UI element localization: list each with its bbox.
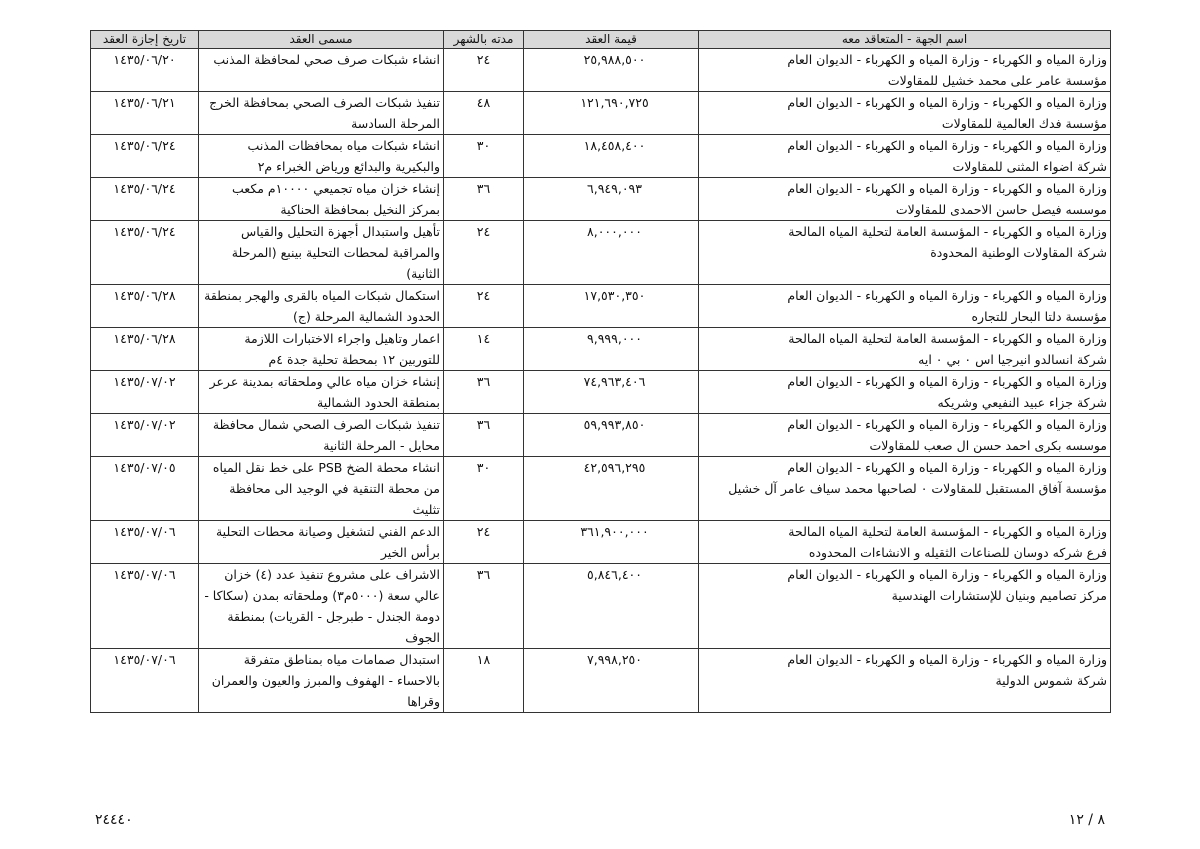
- table-body: [91, 49, 1111, 713]
- table-row: [91, 371, 1111, 414]
- cell-contract-name: الاشراف على مشروع تنفيذ عدد (٤) خزان عالي سعة (٥٠٠٠م٣) وملحقاته بمدن (سكاكا - دومة الجندل - طبرجل - القريات) بمنطقة الجوف: [199, 564, 444, 649]
- table-header-row: [91, 31, 1111, 49]
- cell-entity: [699, 328, 1111, 371]
- cell-contract-name: اعمار وتاهيل واجراء الاختبارات اللازمة للتوربين ١٢ بمحطة تحلية جدة ٤م: [199, 328, 444, 371]
- cell-duration: ١٤: [444, 328, 524, 371]
- cell-duration: ٢٤: [444, 221, 524, 285]
- table-row: [91, 414, 1111, 457]
- table-row: [91, 135, 1111, 178]
- cell-duration: ١٨: [444, 649, 524, 713]
- cell-entity: [699, 521, 1111, 564]
- entity-contractor: مؤسسة فدك العالمية للمقاولات: [941, 116, 1107, 131]
- entity-contractor: مركز تصاميم وبنيان للإستشارات الهندسية: [891, 588, 1107, 603]
- entity-ministry: وزارة المياه و الكهرباء - وزارة المياه و الكهرباء - الديوان العام: [787, 52, 1107, 67]
- header-date: تاريخ إجازة العقد: [91, 31, 199, 49]
- cell-contract-name: تنفيذ شبكات الصرف الصحي بمحافظة الخرج المرحلة السادسة: [199, 92, 444, 135]
- header-entity: اسم الجهة - المتعاقد معه: [699, 31, 1111, 49]
- cell-date: ١٤٣٥/٠٧/٠٦: [91, 521, 199, 564]
- entity-ministry: وزارة المياه و الكهرباء - وزارة المياه و الكهرباء - الديوان العام: [787, 417, 1107, 432]
- entity-ministry: وزارة المياه و الكهرباء - وزارة المياه و الكهرباء - الديوان العام: [787, 652, 1107, 667]
- cell-duration: ٢٤: [444, 285, 524, 328]
- entity-ministry: وزارة المياه و الكهرباء - وزارة المياه و الكهرباء - الديوان العام: [787, 567, 1107, 582]
- cell-contract-name: تأهيل واستبدال أجهزة التحليل والقياس والمراقبة لمحطات التحلية بينبع (المرحلة الثانية): [199, 221, 444, 285]
- cell-date: ١٤٣٥/٠٧/٠٢: [91, 371, 199, 414]
- page-counter: ٨ / ١٢: [1068, 812, 1105, 828]
- cell-value: ٦,٩٤٩,٠٩٣: [524, 178, 699, 221]
- cell-value: ١٧,٥٣٠,٣٥٠: [524, 285, 699, 328]
- cell-duration: ٣٦: [444, 564, 524, 649]
- cell-value: ٤٢,٥٩٦,٢٩٥: [524, 457, 699, 521]
- table-row: [91, 457, 1111, 521]
- cell-value: ٥٩,٩٩٣,٨٥٠: [524, 414, 699, 457]
- entity-ministry: وزارة المياه و الكهرباء - المؤسسة العامة لتحلية المياه المالحة: [788, 524, 1107, 539]
- cell-contract-name: إنشاء خزان مياه تجميعي ١٠٠٠٠م مكعب بمركز النخيل بمحافظة الحناكية: [199, 178, 444, 221]
- entity-contractor: شركة شموس الدولية: [995, 673, 1107, 688]
- entity-contractor: شركة اضواء المثنى للمقاولات: [952, 159, 1107, 174]
- cell-entity: [699, 649, 1111, 713]
- cell-entity: [699, 457, 1111, 521]
- entity-contractor: مؤسسة عامر على محمد خشيل للمقاولات: [887, 73, 1107, 88]
- cell-date: ١٤٣٥/٠٦/٢٤: [91, 178, 199, 221]
- cell-date: ١٤٣٥/٠٧/٠٦: [91, 564, 199, 649]
- entity-contractor: شركة انسالدو انيرجيا اس ٠ بي ٠ ايه: [918, 352, 1107, 367]
- entity-contractor: موسسه فيصل حاسن الاحمدى للمقاولات: [895, 202, 1107, 217]
- page-footer-number: ٢٤٤٤٠: [95, 812, 133, 828]
- cell-duration: ٢٤: [444, 521, 524, 564]
- table-row: [91, 92, 1111, 135]
- cell-value: ٥,٨٤٦,٤٠٠: [524, 564, 699, 649]
- cell-duration: ٣٦: [444, 414, 524, 457]
- entity-ministry: وزارة المياه و الكهرباء - وزارة المياه و الكهرباء - الديوان العام: [787, 95, 1107, 110]
- cell-date: ١٤٣٥/٠٦/٢١: [91, 92, 199, 135]
- entity-contractor: فرع شركه دوسان للصناعات الثقيله و الانشاءات المحدوده: [808, 545, 1107, 560]
- cell-date: ١٤٣٥/٠٧/٠٥: [91, 457, 199, 521]
- table-row: [91, 564, 1111, 649]
- cell-entity: [699, 178, 1111, 221]
- entity-contractor: موسسه بكرى احمد حسن ال صعب للمقاولات: [869, 438, 1107, 453]
- entity-contractor: مؤسسة دلتا البحار للتجاره: [971, 309, 1107, 324]
- cell-contract-name: انشاء شبكات صرف صحي لمحافظة المذنب: [199, 49, 444, 92]
- cell-contract-name: استبدال صمامات مياه بمناطق متفرقة بالاحساء - الهفوف والمبرز والعيون والعمران وقراها: [199, 649, 444, 713]
- cell-date: ١٤٣٥/٠٦/٢٨: [91, 328, 199, 371]
- entity-ministry: وزارة المياه و الكهرباء - وزارة المياه و الكهرباء - الديوان العام: [787, 181, 1107, 196]
- cell-duration: ٣٦: [444, 178, 524, 221]
- cell-duration: ٣٦: [444, 371, 524, 414]
- entity-ministry: وزارة المياه و الكهرباء - المؤسسة العامة لتحلية المياه المالحة: [788, 331, 1107, 346]
- cell-value: ٧,٩٩٨,٢٥٠: [524, 649, 699, 713]
- header-duration: مدته بالشهر: [444, 31, 524, 49]
- table-row: [91, 649, 1111, 713]
- entity-ministry: وزارة المياه و الكهرباء - وزارة المياه و الكهرباء - الديوان العام: [787, 374, 1107, 389]
- cell-contract-name: انشاء محطة الضخ PSB على خط نقل المياه من محطة التنقية في الوجيد الى محافظة تثليث: [199, 457, 444, 521]
- table-row: [91, 178, 1111, 221]
- table-row: [91, 221, 1111, 285]
- cell-contract-name: استكمال شبكات المياه بالقرى والهجر بمنطقة الحدود الشمالية المرحلة (ج): [199, 285, 444, 328]
- cell-entity: [699, 371, 1111, 414]
- cell-contract-name: انشاء شبكات مياه بمحافظات المذنب والبكيرية والبدائع ورياض الخبراء م٢: [199, 135, 444, 178]
- cell-value: ١٨,٤٥٨,٤٠٠: [524, 135, 699, 178]
- cell-duration: ٤٨: [444, 92, 524, 135]
- table-row: [91, 328, 1111, 371]
- header-value: قيمة العقد: [524, 31, 699, 49]
- cell-entity: [699, 564, 1111, 649]
- entity-ministry: وزارة المياه و الكهرباء - المؤسسة العامة لتحلية المياه المالحة: [788, 224, 1107, 239]
- cell-date: ١٤٣٥/٠٧/٠٦: [91, 649, 199, 713]
- cell-date: ١٤٣٥/٠٦/٢٨: [91, 285, 199, 328]
- table-row: [91, 521, 1111, 564]
- entity-ministry: وزارة المياه و الكهرباء - وزارة المياه و الكهرباء - الديوان العام: [787, 138, 1107, 153]
- cell-value: ٨,٠٠٠,٠٠٠: [524, 221, 699, 285]
- entity-ministry: وزارة المياه و الكهرباء - وزارة المياه و الكهرباء - الديوان العام: [787, 460, 1107, 475]
- cell-value: ٧٤,٩٦٣,٤٠٦: [524, 371, 699, 414]
- cell-date: ١٤٣٥/٠٦/٢٤: [91, 135, 199, 178]
- entity-contractor: شركة جزاء عبيد النفيعي وشريكه: [937, 395, 1107, 410]
- cell-entity: [699, 414, 1111, 457]
- contracts-table: [90, 30, 1111, 713]
- cell-date: ١٤٣٥/٠٦/٢٤: [91, 221, 199, 285]
- cell-duration: ٣٠: [444, 135, 524, 178]
- cell-entity: [699, 49, 1111, 92]
- cell-entity: [699, 221, 1111, 285]
- cell-contract-name: إنشاء خزان مياه عالي وملحقاته بمدينة عرعر بمنطقة الحدود الشمالية: [199, 371, 444, 414]
- header-name: مسمى العقد: [199, 31, 444, 49]
- entity-contractor: شركة المقاولات الوطنية المحدودة: [930, 245, 1107, 260]
- entity-contractor: مؤسسة آفاق المستقبل للمقاولات ٠ لصاحبها محمد سياف عامر آل خشيل: [728, 481, 1107, 496]
- cell-contract-name: الدعم الفني لتشغيل وصيانة محطات التحلية برأس الخير: [199, 521, 444, 564]
- table-row: [91, 285, 1111, 328]
- cell-value: ٣٦١,٩٠٠,٠٠٠: [524, 521, 699, 564]
- cell-value: ١٢١,٦٩٠,٧٢٥: [524, 92, 699, 135]
- cell-date: ١٤٣٥/٠٦/٢٠: [91, 49, 199, 92]
- cell-duration: ٣٠: [444, 457, 524, 521]
- entity-ministry: وزارة المياه و الكهرباء - وزارة المياه و الكهرباء - الديوان العام: [787, 288, 1107, 303]
- cell-duration: ٢٤: [444, 49, 524, 92]
- cell-date: ١٤٣٥/٠٧/٠٢: [91, 414, 199, 457]
- cell-value: ٢٥,٩٨٨,٥٠٠: [524, 49, 699, 92]
- cell-entity: [699, 92, 1111, 135]
- cell-entity: [699, 135, 1111, 178]
- cell-entity: [699, 285, 1111, 328]
- cell-value: ٩,٩٩٩,٠٠٠: [524, 328, 699, 371]
- table-row: [91, 49, 1111, 92]
- cell-contract-name: تنفيذ شبكات الصرف الصحي شمال محافظة محايل - المرحلة الثانية: [199, 414, 444, 457]
